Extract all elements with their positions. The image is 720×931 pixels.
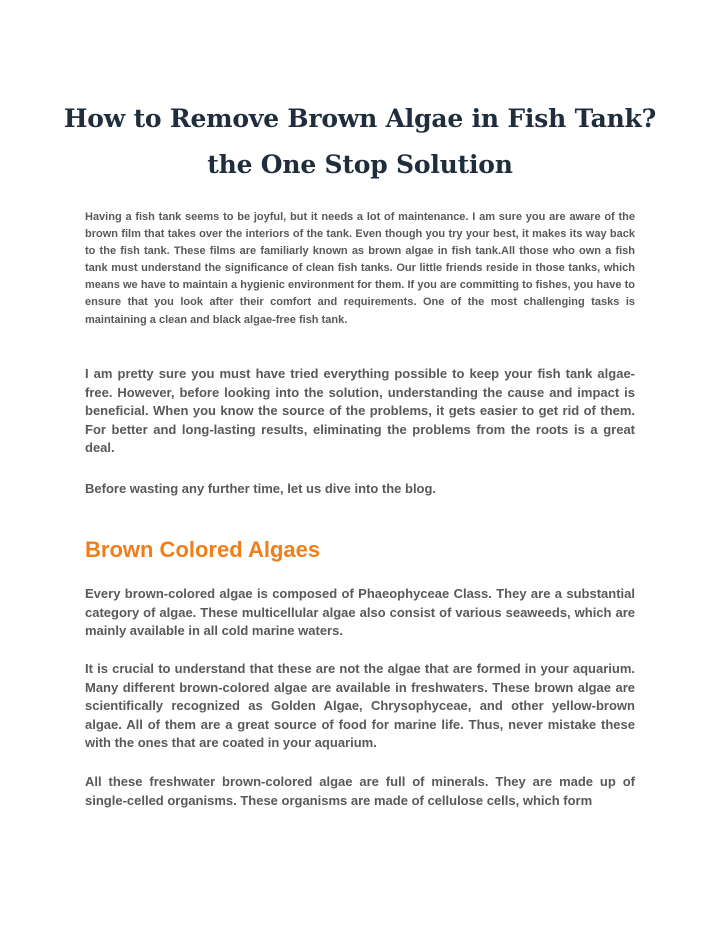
section-paragraph-3: All these freshwater brown-colored algae are full of minerals. They are made up of single-celled organisms. These organisms are made of cellulose cells, which form	[85, 774, 635, 808]
page-title: How to Remove Brown Algae in Fish Tank? the One Stop Solution	[63, 104, 657, 179]
section-paragraph-1: Every brown-colored algae is composed of Phaeophyceae Class. They are a substantial category of algae. These multicellular algae also consist of various seaweeds, which are mainly available in all cold marine waters.	[85, 586, 635, 639]
intro-paragraph-3: Before wasting any further time, let us dive into the blog.	[85, 481, 437, 496]
section-paragraph-2: It is crucial to understand that these are not the algae that are formed in your aquarium. Many different brown-colored algae are available in freshwaters. These brown algae are scientifically recognized as Golden Algae, Chrysophyceae, and other yellow-brown algae. All of them are a great source of food for marine life. Thus, never mistake these with the ones that are coated in your aquarium.	[85, 661, 635, 751]
section-heading: Brown Colored Algaes	[85, 537, 321, 562]
intro-paragraph-1: Having a fish tank seems to be joyful, but it needs a lot of maintenance. I am sure you are aware of the brown film that takes over the interiors of the tank. Even though you try your best, it makes its way back to the fish tank. These films are familiarly known as brown algae in fish tank.All those who own a fish tank must understand the significance of clean fish tanks. Our little friends reside in those tanks, which means we have to maintain a hygienic environment for them. If you are committing to fishes, you have to ensure that you look after their comfort and requirements. One of the most challenging tasks is maintaining a clean and black algae-free fish tank.	[85, 211, 635, 326]
intro-paragraph-2: I am pretty sure you must have tried everything possible to keep your fish tank algae-free. However, before looking into the solution, understanding the cause and impact is beneficial. When you know the source of the problems, it gets easier to get rid of them. For better and long-lasting results, eliminating the problems from the roots is a great deal.	[85, 366, 635, 456]
